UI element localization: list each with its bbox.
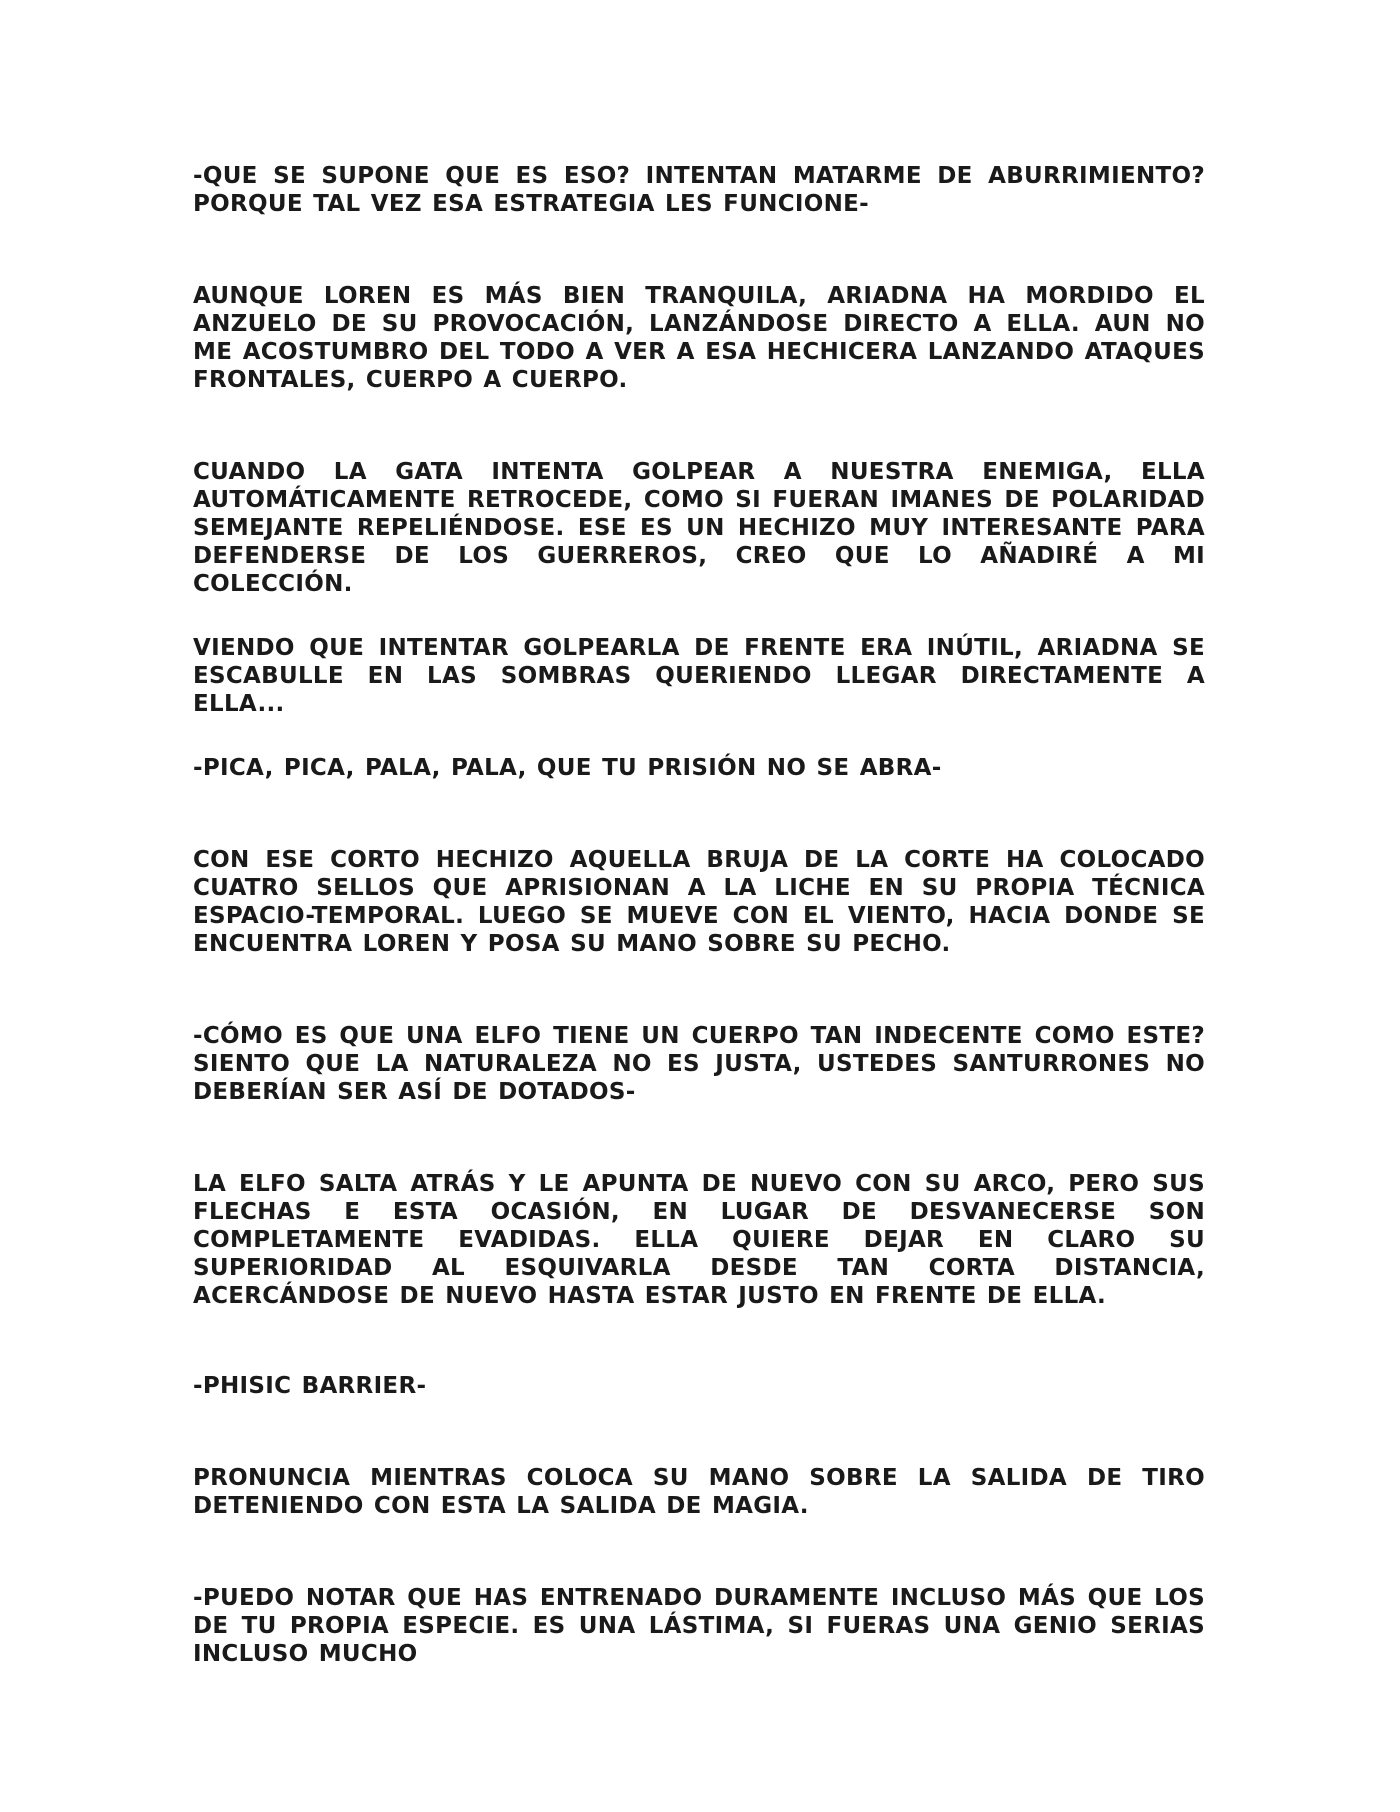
paragraph-1: -QUE SE SUPONE QUE ES ESO? INTENTAN MATARME DE ABURRIMIENTO? PORQUE TAL VEZ ESA ESTRATEGIA LES FUNCIONE- bbox=[193, 163, 1205, 217]
paragraph-7: -CÓMO ES QUE UNA ELFO TIENE UN CUERPO TAN INDECENTE COMO ESTE? SIENTO QUE LA NATURALEZA NO ES JUSTA, USTEDES SANTURRONES NO DEBERÍAN SER ASÍ DE DOTADOS- bbox=[193, 1023, 1205, 1105]
paragraph-8: LA ELFO SALTA ATRÁS Y LE APUNTA DE NUEVO CON SU ARCO, PERO SUS FLECHAS E ESTA OCASIÓN, EN LUGAR DE DESVANECERSE SON COMPLETAMENTE EVADIDAS. ELLA QUIERE DEJAR EN CLARO SU SUPERIORIDAD AL ESQUIVARLA DESDE TAN CORTA DISTANCIA, ACERCÁNDOSE DE NUEVO HASTA ESTAR JUSTO EN FRENTE DE ELLA. bbox=[193, 1171, 1205, 1309]
paragraph-5: -PICA, PICA, PALA, PALA, QUE TU PRISIÓN NO SE ABRA- bbox=[193, 755, 942, 781]
paragraph-4: VIENDO QUE INTENTAR GOLPEARLA DE FRENTE ERA INÚTIL, ARIADNA SE ESCABULLE EN LAS SOMBRAS QUERIENDO LLEGAR DIRECTAMENTE A ELLA... bbox=[193, 635, 1205, 717]
paragraph-6: CON ESE CORTO HECHIZO AQUELLA BRUJA DE LA CORTE HA COLOCADO CUATRO SELLOS QUE APRISIONAN A LA LICHE EN SU PROPIA TÉCNICA ESPACIO-TEMPORAL. LUEGO SE MUEVE CON EL VIENTO, HACIA DONDE SE ENCUENTRA LOREN Y POSA SU MANO SOBRE SU PECHO. bbox=[193, 847, 1205, 957]
paragraph-9: -PHISIC BARRIER- bbox=[193, 1373, 427, 1399]
paragraph-3: CUANDO LA GATA INTENTA GOLPEAR A NUESTRA ENEMIGA, ELLA AUTOMÁTICAMENTE RETROCEDE, COMO SI FUERAN IMANES DE POLARIDAD SEMEJANTE REPELIÉNDOSE. ESE ES UN HECHIZO MUY INTERESANTE PARA DEFENDERSE DE LOS GUERREROS, CREO QUE LO AÑADIRÉ A MI COLECCIÓN. bbox=[193, 459, 1205, 597]
paragraph-11: -PUEDO NOTAR QUE HAS ENTRENADO DURAMENTE INCLUSO MÁS QUE LOS DE TU PROPIA ESPECIE. ES UNA LÁSTIMA, SI FUERAS UNA GENIO SERIAS INCLUSO MUCHO bbox=[193, 1585, 1205, 1667]
paragraph-10: PRONUNCIA MIENTRAS COLOCA SU MANO SOBRE LA SALIDA DE TIRO DETENIENDO CON ESTA LA SALIDA DE MAGIA. bbox=[193, 1465, 1205, 1519]
paragraph-2: AUNQUE LOREN ES MÁS BIEN TRANQUILA, ARIADNA HA MORDIDO EL ANZUELO DE SU PROVOCACIÓN, LANZÁNDOSE DIRECTO A ELLA. AUN NO ME ACOSTUMBRO DEL TODO A VER A ESA HECHICERA LANZANDO ATAQUES FRONTALES, CUERPO A CUERPO. bbox=[193, 283, 1205, 393]
